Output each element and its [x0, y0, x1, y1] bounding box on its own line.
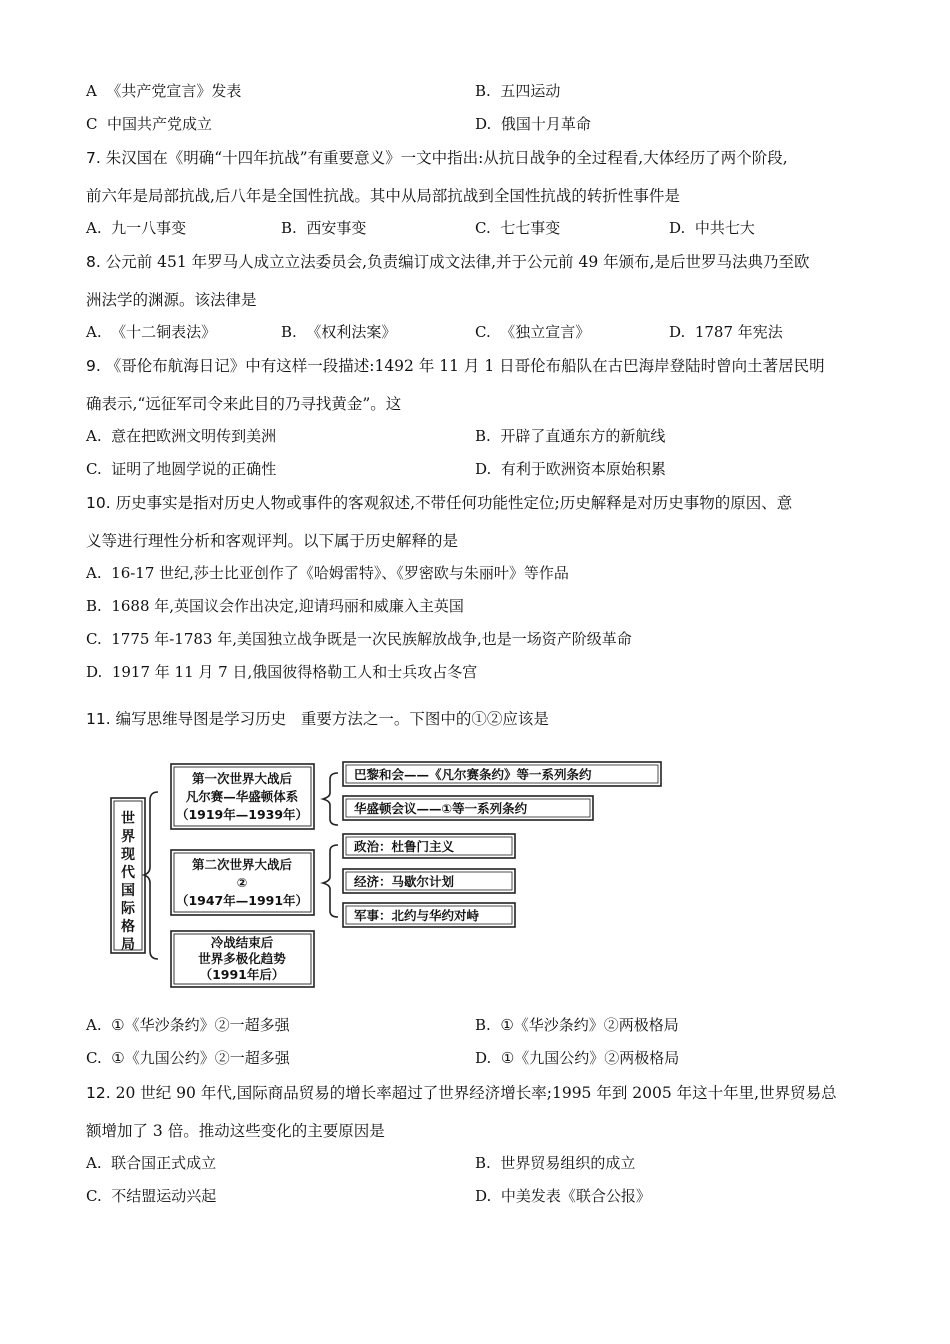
question-text: 《哥伦布航海日记》中有这样一段描述:1492 年 11 月 1 日哥伦布船队在古巴海岸登陆时曾向土著居民明: [105, 357, 825, 375]
question-text: 历史事实是指对历史人物或事件的客观叙述,不带任何功能性定位;历史解释是对历史事物的原因、意: [115, 494, 793, 512]
q8-stem-line2: 洲法学的渊源。该法律是: [86, 291, 257, 309]
box-post-line1: 冷战结束后: [210, 935, 274, 950]
q9-option-c: [86, 458, 276, 479]
option-letter: C.: [475, 219, 491, 237]
option-text: 《权利法案》: [306, 323, 397, 341]
option-letter: A.: [86, 427, 102, 445]
q12-stem-line1: [86, 1081, 837, 1103]
option-letter: C.: [475, 323, 491, 341]
question-number: 9.: [86, 357, 101, 375]
option-text: 联合国正式成立: [111, 1154, 217, 1172]
brace-ww2: [323, 845, 338, 917]
option-text: 1688 年,英国议会作出决定,迎请玛丽和威廉入主英国: [111, 597, 464, 615]
q7-stem-line1: [86, 146, 788, 168]
root-char-7: 格: [121, 919, 135, 935]
q9-option-d: [475, 458, 666, 479]
q7-option-b: [281, 217, 366, 238]
option-letter: C: [86, 115, 98, 133]
option-text: 世界贸易组织的成立: [500, 1154, 636, 1172]
leaf-military-text: 军事：北约与华约对峙: [354, 908, 480, 923]
q12-option-c: [86, 1185, 216, 1206]
option-text: 西安事变: [306, 219, 367, 237]
q10-stem-line1: [86, 491, 792, 513]
option-text: 不结盟运动兴起: [111, 1187, 217, 1205]
box-ww2-line3: （1947年—1991年）: [175, 893, 309, 908]
q6-option-d: [475, 113, 591, 134]
box-post-line2: 世界多极化趋势: [198, 951, 286, 966]
q11-mind-map: [100, 755, 680, 995]
brace-ww1: [323, 773, 338, 825]
option-letter: B.: [281, 323, 297, 341]
option-letter: A.: [86, 219, 102, 237]
question-text: 编写思维导图是学习历史 重要方法之一。下图中的①②应该是: [115, 710, 549, 728]
root-char-5: 国: [121, 883, 135, 899]
option-letter: A: [86, 82, 97, 100]
q12-option-d: [475, 1185, 651, 1206]
q7-option-d: [669, 217, 755, 238]
q11-option-a: [86, 1014, 290, 1035]
option-text: 1917 年 11 月 7 日,俄国彼得格勒工人和士兵攻占冬宫: [111, 663, 478, 681]
box-ww1-line1: 第一次世界大战后: [191, 771, 293, 786]
option-letter: D.: [86, 663, 103, 681]
box-ww1-line2: 凡尔赛—华盛顿体系: [185, 789, 299, 804]
q11-option-b: [475, 1014, 679, 1035]
q11-stem: [86, 707, 549, 729]
q7-option-c: [475, 217, 560, 238]
root-char-1: 世: [121, 811, 135, 827]
q10-option-b: [86, 595, 464, 616]
option-text: 开辟了直通东方的新航线: [500, 427, 666, 445]
q8-option-d: [669, 321, 783, 342]
option-text: 1787 年宪法: [694, 323, 783, 341]
option-letter: C.: [86, 1187, 102, 1205]
q12-stem-line2: 额增加了 3 倍。推动这些变化的主要原因是: [86, 1122, 385, 1140]
question-number: 10.: [86, 494, 111, 512]
q12-option-b: [475, 1152, 635, 1173]
option-letter: A.: [86, 323, 102, 341]
option-letter: D.: [475, 115, 492, 133]
root-char-4: 代: [121, 865, 135, 881]
option-text: ①《华沙条约》②一超多强: [111, 1016, 290, 1034]
q6-option-c: [86, 113, 212, 134]
q11-option-d: [475, 1047, 679, 1068]
option-text: 俄国十月革命: [500, 115, 591, 133]
q10-option-c: [86, 628, 632, 649]
box-ww2-line1: 第二次世界大战后: [191, 857, 293, 872]
option-letter: A.: [86, 1154, 102, 1172]
leaf-paris-text: 巴黎和会——《凡尔赛条约》等一系列条约: [354, 767, 592, 782]
option-letter: B.: [475, 82, 491, 100]
leaf-economy-text: 经济：马歇尔计划: [354, 874, 455, 889]
option-letter: C.: [86, 1049, 102, 1067]
question-text: 20 世纪 90 年代,国际商品贸易的增长率超过了世界经济增长率;1995 年到 2005 年这十年里,世界贸易总: [115, 1084, 837, 1102]
option-text: 五四运动: [500, 82, 561, 100]
q10-option-d: [86, 661, 477, 682]
option-letter: A.: [86, 1016, 102, 1034]
option-letter: B.: [281, 219, 297, 237]
option-letter: C.: [86, 630, 102, 648]
option-text: 证明了地圆学说的正确性: [111, 460, 277, 478]
q9-option-b: [475, 425, 665, 446]
q8-option-c: [475, 321, 590, 342]
option-text: 有利于欧洲资本原始积累: [500, 460, 666, 478]
question-number: 11.: [86, 710, 111, 728]
option-text: 16-17 世纪,莎士比亚创作了《哈姆雷特》、《罗密欧与朱丽叶》等作品: [111, 564, 569, 582]
option-text: 《共产党宣言》发表: [106, 82, 242, 100]
q10-stem-line2: 义等进行理性分析和客观评判。以下属于历史解释的是: [86, 532, 459, 550]
question-number: 8.: [86, 253, 101, 271]
q9-option-a: [86, 425, 276, 446]
root-char-8: 局: [121, 937, 135, 953]
option-text: ①《九国公约》②一超多强: [111, 1049, 290, 1067]
q9-stem-line2: 确表示,“远征军司令来此目的乃寻找黄金”。这: [86, 395, 402, 413]
option-text: 中美发表《联合公报》: [500, 1187, 651, 1205]
q11-option-c: [86, 1047, 290, 1068]
option-letter: A.: [86, 564, 102, 582]
q6-option-a: [86, 80, 241, 101]
option-letter: D.: [475, 1187, 492, 1205]
option-letter: C.: [86, 460, 102, 478]
option-text: 1775 年-1783 年,美国独立战争既是一次民族解放战争,也是一场资产阶级革命: [111, 630, 632, 648]
leaf-politics-text: 政治：杜鲁门主义: [354, 839, 455, 854]
root-char-6: 际: [121, 901, 135, 917]
q6-option-b: [475, 80, 560, 101]
option-letter: D.: [475, 460, 492, 478]
q8-option-a: [86, 321, 216, 342]
option-text: 七七事变: [500, 219, 561, 237]
root-char-3: 现: [121, 847, 135, 863]
box-post-line3: （1991年后）: [199, 967, 285, 982]
option-text: 《独立宣言》: [500, 323, 591, 341]
option-letter: D.: [669, 219, 686, 237]
option-letter: B.: [475, 427, 491, 445]
root-char-2: 界: [121, 829, 135, 845]
option-text: 九一八事变: [111, 219, 187, 237]
option-text: 《十二铜表法》: [111, 323, 217, 341]
option-text: 中国共产党成立: [107, 115, 213, 133]
option-text: ①《九国公约》②两极格局: [500, 1049, 680, 1067]
option-text: ①《华沙条约》②两极格局: [500, 1016, 679, 1034]
question-number: 12.: [86, 1084, 111, 1102]
option-letter: B.: [475, 1016, 491, 1034]
option-letter: D.: [475, 1049, 492, 1067]
option-letter: D.: [669, 323, 686, 341]
leaf-washington-text: 华盛顿会议——①等一系列条约: [354, 801, 528, 816]
q8-stem-line1: [86, 250, 810, 272]
q7-stem-line2: 前六年是局部抗战,后八年是全国性抗战。其中从局部抗战到全国性抗战的转折性事件是: [86, 187, 680, 205]
q7-option-a: [86, 217, 186, 238]
option-text: 中共七大: [694, 219, 755, 237]
option-letter: B.: [86, 597, 102, 615]
root-brace: [144, 792, 158, 959]
question-number: 7.: [86, 149, 101, 167]
option-letter: B.: [475, 1154, 491, 1172]
question-text: 公元前 451 年罗马人成立立法委员会,负责编订成文法律,并于公元前 49 年颁布,是后世罗马法典乃至欧: [105, 253, 810, 271]
question-text: 朱汉国在《明确“十四年抗战”有重要意义》一文中指出:从抗日战争的全过程看,大体经历了两个阶段,: [105, 149, 788, 167]
q10-option-a: [86, 562, 569, 583]
q12-option-a: [86, 1152, 216, 1173]
q8-option-b: [281, 321, 396, 342]
option-text: 意在把欧洲文明传到美洲: [111, 427, 277, 445]
box-ww1-line3: （1919年—1939年）: [175, 807, 309, 822]
box-ww2-line2: ②: [236, 875, 248, 890]
q9-stem-line1: [86, 354, 825, 376]
